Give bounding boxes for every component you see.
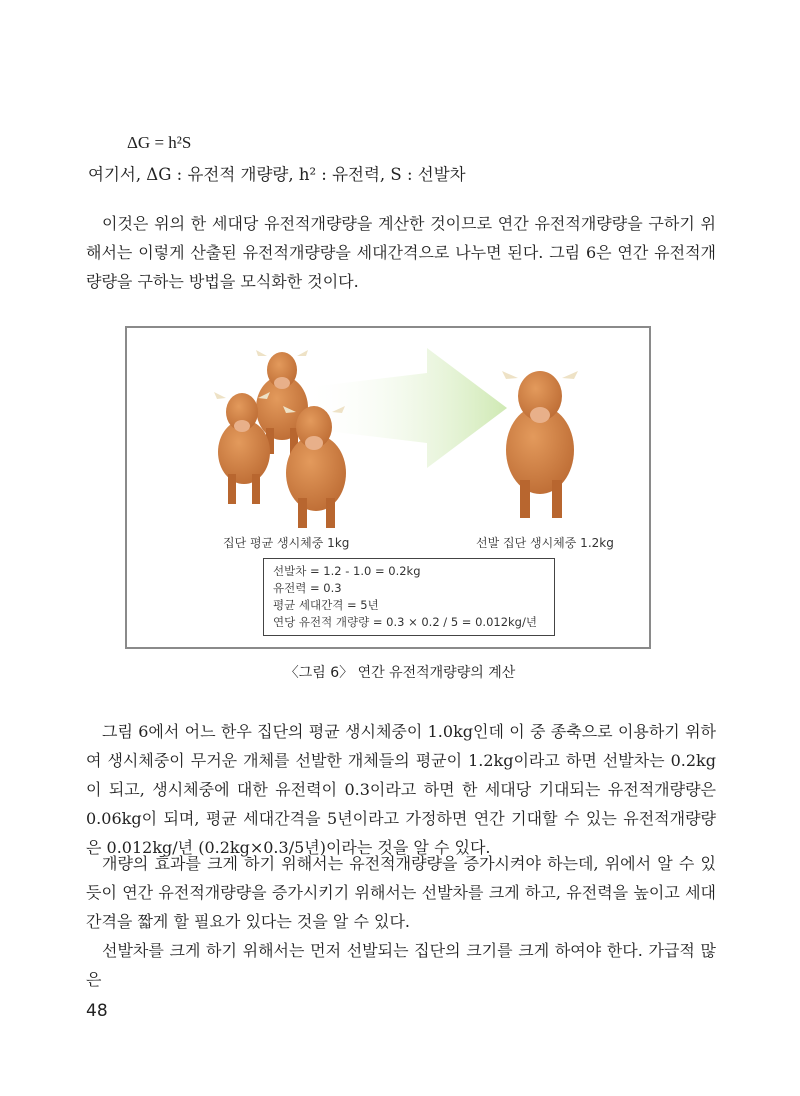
figure-caption: 〈그림 6〉 연간 유전적개량량의 계산	[284, 665, 516, 681]
info-line: 선발차 = 1.2 - 1.0 = 0.2kg	[273, 564, 421, 578]
paragraph-3: 개량의 효과를 크게 하기 위해서는 유전적개량량을 증가시켜야 하는데, 위에서 알 수 있듯이 연간 유전적개량량을 증가시키기 위해서는 선발차를 크게 하고, 유전력을 높이고 세대간격을 짧게 할 필요가 있다는 것을 알 수 있다.	[86, 854, 716, 931]
info-line: 유전력 = 0.3	[273, 581, 342, 595]
label-population-average: 집단 평균 생시체중 1kg	[223, 536, 350, 550]
info-line: 평균 세대간격 = 5년	[273, 598, 379, 612]
label-selected-population: 선발 집단 생시체중 1.2kg	[476, 536, 614, 550]
info-line: 연당 유전적 개량량 = 0.3 × 0.2 / 5 = 0.012kg/년	[273, 615, 537, 629]
formula-definition: 여기서, ΔG : 유전적 개량량, h² : 유전력, S : 선발차	[88, 165, 466, 184]
paragraph-4: 선발차를 크게 하기 위해서는 먼저 선발되는 집단의 크기를 크게 하여야 한다. 가급적 많은	[86, 941, 716, 989]
paragraph-2: 그림 6에서 어느 한우 집단의 평균 생시체중이 1.0kg인데 이 중 종축으로 이용하기 위하여 생시체중이 무거운 개체를 선발한 개체들의 평균이 1.2kg이라고 하면 선발차는 0.2kg이 되고, 생시체중에 대한 유전력이 0.3이라고 하면 한 세대당 기대되는 유전적개량량은 0.06kg이 되며, 평균 세대간격을 5년이라고 가정하면 연간 기대할 수 있는 유전적개량량은 0.012kg/년 (0.2kg×0.3/5년)이라는 것을 알 수 있다.	[86, 722, 716, 857]
figure-6	[125, 326, 651, 649]
figure-illustration	[127, 328, 649, 528]
page-number: 48	[86, 1001, 108, 1021]
paragraph-1: 이것은 위의 한 세대당 유전적개량량을 계산한 것이므로 연간 유전적개량량을 구하기 위해서는 이렇게 산출된 유전적개량량을 세대간격으로 나누면 된다. 그림 6은 연간 유전적개량량을 구하는 방법을 모식화한 것이다.	[86, 214, 716, 291]
formula: ΔG = h²S	[127, 133, 192, 152]
cow-icon	[502, 371, 578, 518]
calculation-box	[263, 558, 555, 636]
